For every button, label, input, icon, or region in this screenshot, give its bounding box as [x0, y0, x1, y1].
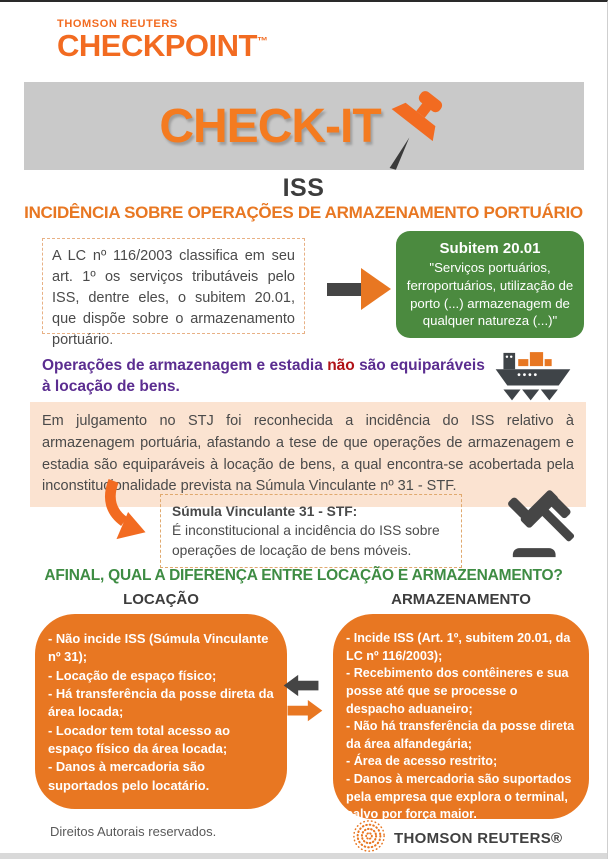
list-item: - Há transferência da posse direta da área locada;: [48, 685, 274, 720]
sumula-body: É inconstitucional a incidência do ISS sobre operações de locação de bens móveis.: [172, 523, 440, 558]
armazenamento-heading: ARMAZENAMENTO: [391, 591, 531, 608]
gavel-icon: [505, 484, 593, 563]
curved-arrow-icon: [100, 479, 162, 546]
page-subtitle: INCIDÊNCIA SOBRE OPERAÇÕES DE ARMAZENAMENTO PORTUÁRIO: [24, 203, 583, 222]
statement-negation: não: [327, 357, 355, 374]
comparison-question: AFINAL, QUAL A DIFERENÇA ENTRE LOCAÇÃO E ARMAZENAMENTO?: [44, 567, 563, 584]
trademark-symbol: ™: [256, 35, 268, 48]
list-item: - Recebimento dos contêineres e sua posse até que se processe o despacho aduaneiro;: [346, 666, 569, 716]
list-item: - Incide ISS (Art. 1º, subitem 20.01, da LC nº 116/2003);: [346, 631, 571, 663]
checkpoint-label: CHECKPOINT™: [57, 28, 268, 63]
copyright-text: Direitos Autorais reservados.: [50, 824, 217, 839]
subitem-body: "Serviços portuários, ferroportuários, utilização de porto (...) armazenagem de qualquer natureza (...)": [406, 260, 574, 329]
page-bottom-strip: [0, 853, 608, 859]
thomson-reuters-wordmark: THOMSON REUTERS®: [394, 830, 563, 847]
sumula-vinculante-box: [160, 494, 462, 568]
list-item: - Locação de espaço físico;: [48, 667, 217, 683]
pushpin-icon: [377, 90, 449, 179]
list-item: - Locador tem total acesso ao espaço físico da área locada;: [48, 722, 230, 756]
list-item: - Não incide ISS (Súmula Vinculante nº 31);: [48, 631, 269, 665]
locacao-heading: LOCAÇÃO: [123, 591, 199, 608]
statement-heading: Operações de armazenagem e estadia não são equiparáveis à locação de bens.: [42, 357, 485, 395]
armazenamento-box: [333, 614, 589, 822]
arrow-right-icon: [327, 268, 393, 310]
subitem-green-box: [396, 231, 584, 338]
stj-ruling-box: Em julgamento no STJ foi reconhecida a incidência do ISS relativo à armazenagem portuária, afastando a tese de que operações de armazenagem e estadia são equiparáveis à locação de bens, a qual encontra-se acobertada pela inconstitucionalidade prevista na Súmula Vinculante nº 31 - STF.: [30, 402, 586, 507]
list-item: - Área de acesso restrito;: [346, 754, 498, 769]
locacao-box: [35, 614, 287, 809]
list-item: - Danos à mercadoria são suportados pela empresa que explora o terminal, salvo por força maior.: [346, 772, 572, 822]
arrow-tail: [327, 283, 363, 296]
subitem-title: Subitem 20.01: [439, 240, 541, 257]
list-item: - Não há transferência da posse direta da área alfandegária;: [346, 719, 575, 751]
list-item: - Danos à mercadoria são suportados pelo locatário.: [48, 759, 210, 793]
left-right-arrows-icon: [281, 672, 325, 733]
page-title: ISS: [282, 174, 325, 202]
cargo-ship-icon: [494, 349, 572, 410]
intro-text-box: A LC nº 116/2003 classifica em seu art. 1º os serviços tributáveis pelo ISS, dentre eles, o subitem 20.01, que dispõe sobre o armazenamento portuário.: [42, 238, 305, 334]
check-it-banner: [24, 82, 584, 170]
sumula-title: Súmula Vinculante 31 - STF:: [172, 504, 358, 519]
thomson-reuters-label: THOMSON REUTERS: [57, 18, 178, 30]
check-it-title: CHECK-IT: [159, 99, 381, 153]
arrow-head: [361, 268, 391, 310]
checkpoint-logo: [57, 18, 267, 63]
